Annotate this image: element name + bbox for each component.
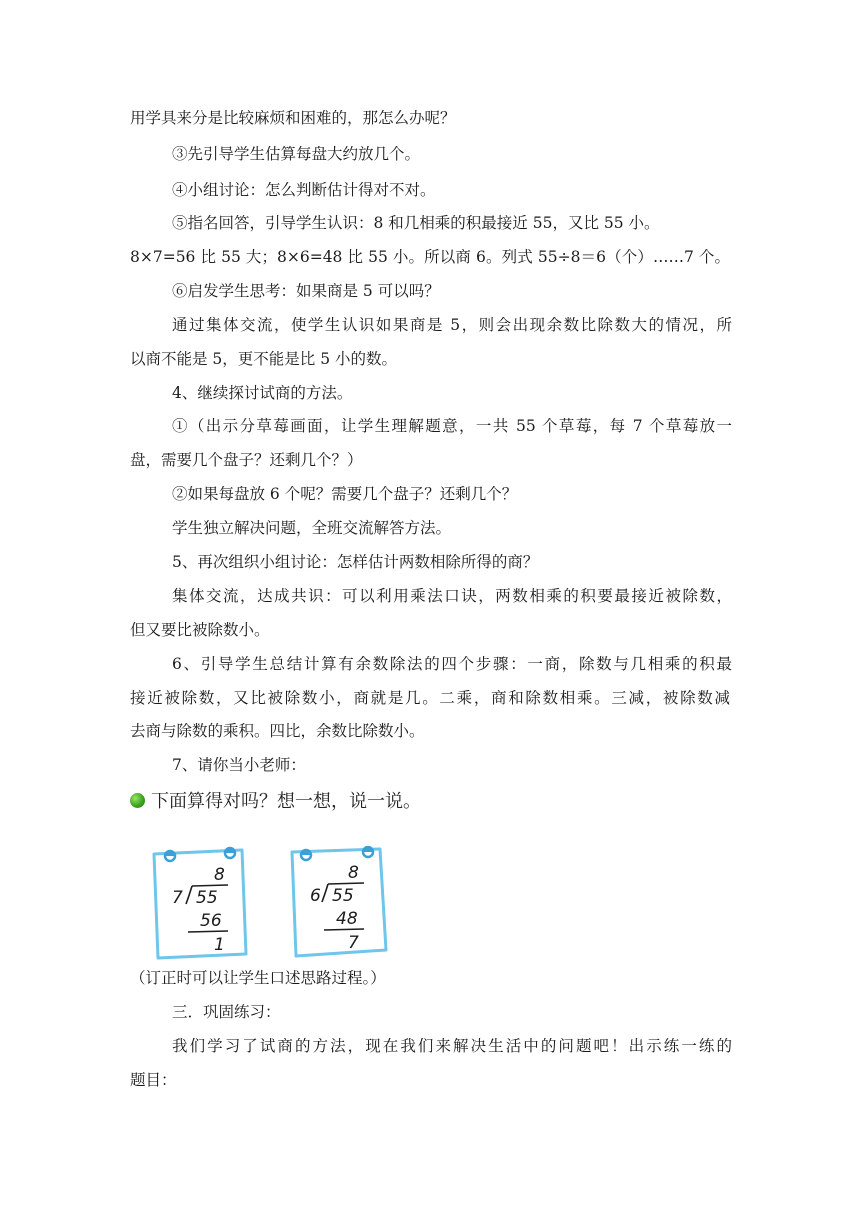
dividend-digits: 55 — [196, 888, 218, 908]
divisor-digit: 6 — [310, 886, 321, 906]
text-line: 去商与除数的乘积。四比，余数比除数小。 — [130, 722, 425, 740]
text-line: ③先引导学生估算每盘大约放几个。 — [172, 145, 421, 163]
remainder-digit: 1 — [214, 935, 225, 955]
dividend-digits: 55 — [332, 886, 354, 906]
subtraction-line — [188, 931, 228, 932]
quotient-digit: 8 — [214, 865, 225, 885]
text-line: ②如果每盘放 6 个呢？需要几个盘子？还剩几个？ — [172, 485, 518, 503]
text-line: 我们学习了试商的方法，现在我们来解决生活中的问题吧！出示练一练的 — [172, 1037, 732, 1055]
text-line: 8×7=56 比 55 大；8×6=48 比 55 小。所以商 6。列式 55÷8＝6（个）……7 个。 — [130, 248, 730, 266]
text-line: 5、再次组织小组讨论：怎样估计两数相除所得的商？ — [172, 553, 539, 571]
exercise-card-2 — [288, 846, 388, 961]
remainder-digit: 7 — [348, 933, 359, 953]
text-line: 但又要比被除数小。 — [130, 621, 270, 639]
text-line: 7、请你当小老师： — [172, 756, 306, 774]
product-digits: 48 — [336, 909, 358, 929]
green-bullet-icon — [130, 793, 145, 808]
text-line: 盘，需要几个盘子？还剩几个？） — [130, 451, 363, 469]
product-digits: 56 — [200, 911, 222, 931]
division-bar — [192, 885, 228, 886]
divisor-digit: 7 — [172, 888, 183, 908]
text-line: 4、继续探讨试商的方法。 — [172, 384, 353, 402]
text-line: ①（出示分草莓画面，让学生理解题意，一共 55 个草莓，每 7 个草莓放一 — [172, 417, 732, 435]
exercise-heading-text: 下面算得对吗？想一想，说一说。 — [151, 791, 421, 812]
text-line: ⑥启发学生思考：如果商是 5 可以吗？ — [172, 282, 440, 300]
text-line: ④小组讨论：怎么判断估计得对不对。 — [172, 181, 436, 199]
text-line: 学生独立解决问题，全班交流解答方法。 — [172, 519, 452, 537]
text-line: （订正时可以让学生口述思路过程。） — [130, 969, 386, 987]
text-line: 接近被除数，又比被除数小，商就是几。二乘，商和除数相乘。三减，被除数减 — [130, 689, 730, 707]
text-line: ⑤指名回答，引导学生认识：8 和几相乘的积最接近 55，又比 55 小。 — [172, 214, 660, 232]
text-line: 用学具来分是比较麻烦和困难的，那怎么办呢？ — [130, 109, 456, 127]
text-line: 题目： — [130, 1071, 177, 1089]
exercise-card-1 — [148, 846, 248, 961]
quotient-digit: 8 — [348, 863, 359, 883]
exercise-heading — [130, 786, 421, 814]
text-line: 通过集体交流，使学生认识如果商是 5，则会出现余数比除数大的情况，所 — [172, 316, 732, 334]
division-bar — [328, 883, 364, 884]
section-title: 三．巩固练习： — [172, 1003, 281, 1021]
text-line: 集体交流，达成共识：可以利用乘法口诀，两数相乘的积要最接近被除数， — [172, 587, 732, 605]
text-line: 以商不能是 5，更不能是比 5 小的数。 — [130, 350, 398, 368]
subtraction-line — [324, 929, 364, 930]
text-line: 6、引导学生总结计算有余数除法的四个步骤：一商，除数与几相乘的积最 — [172, 655, 732, 673]
